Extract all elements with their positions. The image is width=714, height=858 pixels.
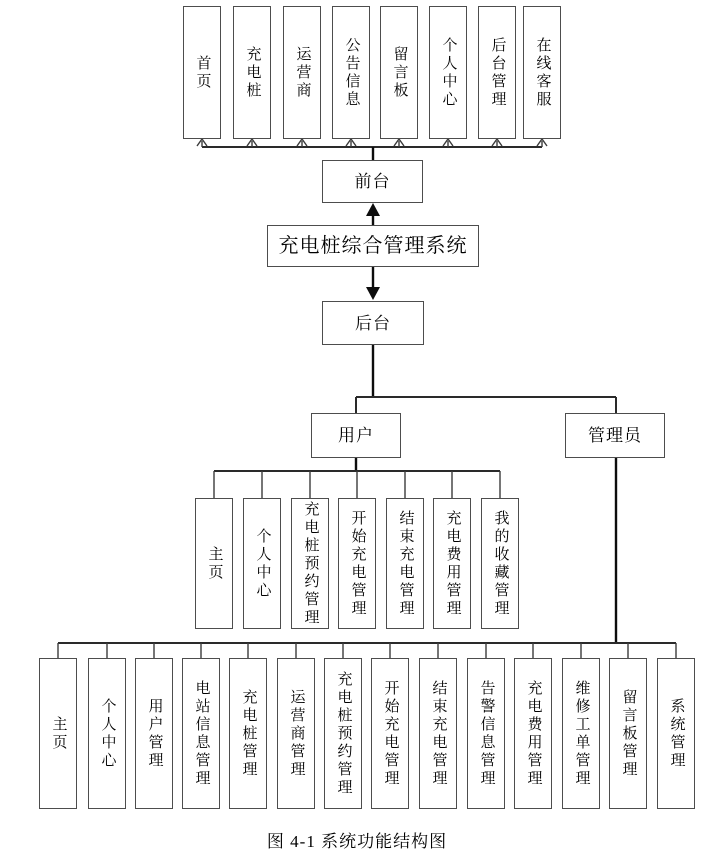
front-module-home: 首页	[183, 6, 221, 139]
admin-module-message-board: 留言板管理	[609, 658, 647, 809]
admin-role-node: 管理员	[565, 413, 665, 458]
front-connectors	[197, 139, 547, 161]
front-module-online-service: 在线客服	[523, 6, 561, 139]
admin-module-home: 主页	[39, 658, 77, 809]
user-module-end-charging: 结束充电管理	[386, 498, 424, 629]
admin-module-end-charging: 结束充电管理	[419, 658, 457, 809]
user-module-home: 主页	[195, 498, 233, 629]
user-module-start-charging: 开始充电管理	[338, 498, 376, 629]
admin-module-operator-mgmt: 运营商管理	[277, 658, 315, 809]
user-module-charging-fee: 充电费用管理	[433, 498, 471, 629]
figure-caption: 图 4-1 系统功能结构图	[266, 832, 448, 851]
front-node: 前台	[322, 160, 423, 203]
admin-module-repair-order: 维修工单管理	[562, 658, 600, 809]
admin-module-pile-mgmt: 充电桩管理	[229, 658, 267, 809]
admin-module-pile-reservation: 充电桩预约管理	[324, 658, 362, 809]
user-module-personal-center: 个人中心	[243, 498, 281, 629]
admin-module-personal-center: 个人中心	[88, 658, 126, 809]
front-module-personal-center: 个人中心	[429, 6, 467, 139]
back-node: 后台	[322, 301, 424, 345]
admin-module-user-mgmt: 用户管理	[135, 658, 173, 809]
front-module-message-board: 留言板	[380, 6, 418, 139]
front-module-operator: 运营商	[283, 6, 321, 139]
arrowhead-up-icon	[366, 203, 380, 216]
arrow-up-open-icons	[197, 139, 547, 146]
user-module-pile-reservation: 充电桩预约管理	[291, 498, 329, 629]
admin-module-system-mgmt: 系统管理	[657, 658, 695, 809]
front-module-announcements: 公告信息	[332, 6, 370, 139]
user-role-node: 用户	[311, 413, 401, 458]
front-module-admin-panel: 后台管理	[478, 6, 516, 139]
admin-module-alarm-info: 告警信息管理	[467, 658, 505, 809]
admin-module-charging-fee: 充电费用管理	[514, 658, 552, 809]
arrowhead-down-icon	[366, 287, 380, 300]
back-connectors	[356, 344, 616, 414]
user-connectors	[214, 457, 500, 498]
admin-module-station-info: 电站信息管理	[182, 658, 220, 809]
front-module-charging-pile: 充电桩	[233, 6, 271, 139]
admin-module-start-charging: 开始充电管理	[371, 658, 409, 809]
system-root-node: 充电桩综合管理系统	[267, 225, 479, 267]
user-module-favorites: 我的收藏管理	[481, 498, 519, 629]
